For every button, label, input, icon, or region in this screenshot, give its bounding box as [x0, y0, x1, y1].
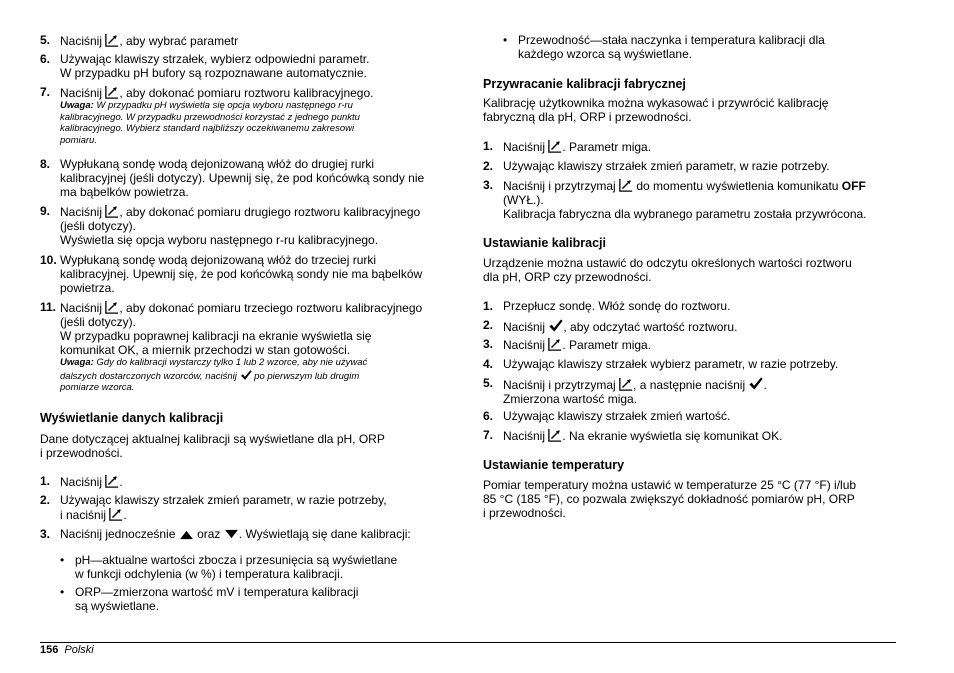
step-number: 1.: [483, 139, 494, 153]
step-9: [40, 204, 455, 247]
note-text: Gdy do kalibracji wystarczy tylko 1 lub 2 wzorce, aby nie używać: [93, 357, 368, 368]
cal-step-7: [483, 428, 903, 443]
paragraph-text: i przewodności.: [40, 446, 123, 460]
note-label: Uwaga:: [60, 357, 94, 368]
step-number: 8.: [40, 157, 51, 171]
step-text: Używając klawiszy strzałek zmień parametr, w razie potrzeby,: [60, 493, 387, 507]
step-text: , aby dokonać pomiaru roztworu kalibracyjnego.: [119, 86, 374, 100]
step-text: . Parametr miga.: [562, 140, 652, 154]
step-number: 5.: [40, 33, 51, 47]
step-5: [40, 33, 455, 48]
step-number: 2.: [483, 318, 494, 332]
paragraph-text: i przewodności.: [483, 506, 566, 520]
note-label: Uwaga:: [60, 100, 94, 111]
off-label: OFF: [841, 179, 866, 193]
step-text: .: [123, 508, 127, 522]
step-number: 2.: [483, 159, 494, 173]
note: [60, 357, 455, 369]
bullet-text: w funkcji odchylenia (w %) i temperatura kalibracji.: [75, 567, 344, 581]
step-text: Naciśnij: [60, 301, 103, 315]
cal-step-4: [483, 357, 903, 371]
language-label: Polski: [64, 644, 94, 656]
step-number: 1.: [40, 474, 51, 488]
calibration-key-icon: [105, 474, 119, 488]
step-8: [40, 157, 455, 199]
paragraph-text: Pomiar temperatury można ustawić w temperaturze 25 °C (77 °F) i/lub: [483, 478, 857, 492]
display-step-1: [40, 474, 455, 489]
step-text: Naciśnij i przytrzymaj: [503, 378, 616, 392]
step-number: 11.: [40, 300, 57, 314]
step-text: Naciśnij: [503, 320, 546, 334]
note-text: W przypadku pH wyświetla się opcja wyboru następnego r-ru: [93, 100, 353, 111]
calibration-key-icon: [548, 428, 562, 442]
step-text: . Wyświetlają się dane kalibracji:: [238, 527, 411, 541]
bullet-text: są wyświetlane.: [75, 599, 160, 613]
step-text: powietrza.: [60, 281, 115, 295]
paragraph-text: fabryczną dla pH, ORP i przewodności.: [483, 110, 692, 124]
step-text: Naciśnij: [503, 429, 546, 443]
cal-step-6: [483, 409, 903, 423]
step-text: Używając klawiszy strzałek, wybierz odpowiedni parametr.: [60, 52, 370, 66]
note: [60, 100, 455, 112]
factory-step-3: [483, 178, 903, 221]
section-heading-temperature: Ustawianie temperatury: [483, 458, 625, 472]
page-footer: [40, 643, 94, 657]
bullet-conductivity: [503, 33, 903, 61]
paragraph-text: Urządzenie można ustawić do odczytu określonych wartości roztworu: [483, 256, 852, 270]
step-text: , aby wybrać parametr: [119, 34, 239, 48]
bullet-text: ORP—zmierzona wartość mV i temperatura kalibracji: [75, 585, 359, 599]
step-text: kalibracyjnej (jeśli dotyczy). Upewnij się, że pod końcówką sondy nie: [60, 171, 425, 185]
step-number: 3.: [483, 337, 494, 351]
section-heading-calibration: Ustawianie kalibracji: [483, 236, 606, 250]
bullet-ph: [60, 553, 455, 581]
bullet-text: Przewodność—stała naczynka i temperatura kalibracji dla: [518, 33, 825, 47]
paragraph: [483, 478, 903, 520]
step-text: Naciśnij: [60, 205, 103, 219]
paragraph-text: Kalibrację użytkownika można wykasować i przywrócić kalibrację: [483, 96, 829, 110]
factory-step-2: [483, 159, 903, 173]
step-text: do momentu wyświetlenia komunikatu: [633, 179, 842, 193]
up-arrow-key-icon: [179, 529, 194, 540]
step-number: 1.: [483, 299, 494, 313]
note-text: kalibracyjnego. W przypadku przewodności korzystać z jednego punktu: [60, 111, 360, 123]
step-number: 6.: [483, 409, 494, 423]
step-text: Przepłucz sondę. Włóż sondę do roztworu.: [503, 299, 731, 313]
step-10: [40, 253, 455, 295]
step-number: 3.: [483, 178, 494, 192]
paragraph: [483, 96, 903, 124]
note-text: pomiaru.: [60, 134, 97, 146]
step-6: [40, 52, 455, 80]
step-number: 7.: [40, 85, 51, 99]
calibration-key-icon: [548, 139, 562, 153]
page-number: 156: [40, 644, 59, 656]
check-key-icon: [748, 376, 763, 391]
note-text: kalibracyjnego. Wybierz standard najbliższy oczekiwanemu zakresowi: [60, 123, 355, 134]
paragraph: [483, 256, 903, 284]
step-text: .: [119, 475, 123, 489]
step-number: 3.: [40, 527, 51, 541]
check-key-icon: [240, 369, 252, 381]
step-text: oraz: [193, 527, 221, 541]
paragraph-text: 85 °C (185 °F), co pozwala zwiększyć dokładność pomiarów pH, ORP: [483, 492, 855, 506]
step-text: kalibracyjnej. Upewnij się, że pod końcówką sondy nie ma bąbelków: [60, 267, 423, 281]
bullet-text: każdego wzorca są wyświetlane.: [518, 47, 693, 61]
step-text: Naciśnij: [503, 140, 546, 154]
step-text: .: [763, 378, 767, 392]
calibration-key-icon: [105, 204, 119, 218]
step-text: Używając klawiszy strzałek zmień parametr, w razie potrzeby.: [503, 159, 830, 173]
paragraph-text: dla pH, ORP czy przewodności.: [483, 270, 652, 284]
step-text: Naciśnij i przytrzymaj: [503, 179, 616, 193]
step-7: [40, 85, 455, 146]
section-heading-factory: Przywracanie kalibracji fabrycznej: [483, 77, 686, 91]
step-text: Wypłukaną sondę wodą dejonizowaną włóż do trzeciej rurki: [60, 253, 377, 267]
step-text: Zmierzona wartość miga.: [503, 392, 638, 406]
step-text: Naciśnij jednocześnie: [60, 527, 176, 541]
step-text: Kalibracja fabryczna dla wybranego parametru została przywrócona.: [503, 207, 867, 221]
paragraph-text: Dane dotyczącej aktualnej kalibracji są wyświetlane dla pH, ORP: [40, 432, 385, 446]
step-text: Używając klawiszy strzałek zmień wartość.: [503, 409, 731, 423]
bullet-text: pH—aktualne wartości zbocza i przesunięcia są wyświetlane: [75, 553, 398, 567]
step-text: (jeśli dotyczy).: [60, 219, 137, 233]
step-11: [40, 300, 455, 394]
step-text: . Parametr miga.: [562, 338, 652, 352]
step-text: Wyświetla się opcja wyboru następnego r-ru kalibracyjnego.: [60, 233, 379, 247]
step-text: Wypłukaną sondę wodą dejonizowaną włóż do drugiej rurki: [60, 157, 375, 171]
cal-step-1: [483, 299, 903, 313]
step-number: 7.: [483, 428, 494, 442]
bullet-dot: •: [60, 585, 65, 599]
calibration-key-icon: [105, 300, 119, 314]
cal-step-5: [483, 376, 903, 406]
step-text: W przypadku poprawnej kalibracji na ekranie wyświetla się: [60, 329, 372, 343]
step-text: . Na ekranie wyświetla się komunikat OK.: [562, 429, 783, 443]
section-heading-display: Wyświetlanie danych kalibracji: [40, 411, 224, 425]
note-text: po pierwszym lub drugim: [251, 370, 360, 382]
note-text: dalszych dostarczonych wzorców, naciśnij: [60, 370, 237, 382]
cal-step-2: [483, 318, 903, 334]
step-text: , aby odczytać wartość roztworu.: [563, 320, 738, 334]
step-text: , aby dokonać pomiaru drugiego roztworu kalibracyjnego: [119, 205, 421, 219]
step-number: 6.: [40, 52, 51, 66]
step-number: 4.: [483, 357, 494, 371]
note-text: pomiarze wzorca.: [60, 382, 135, 393]
bullet-dot: •: [60, 553, 65, 567]
step-text: Naciśnij: [503, 338, 546, 352]
calibration-key-icon: [619, 178, 633, 192]
step-number: 10.: [40, 253, 57, 267]
bullet-dot: •: [503, 33, 508, 47]
factory-step-1: [483, 139, 903, 154]
step-text: Używając klawiszy strzałek wybierz parametr, w razie potrzeby.: [503, 357, 839, 371]
step-text: i naciśnij: [60, 508, 107, 522]
footer-divider: [40, 642, 896, 643]
step-text: Naciśnij: [60, 475, 103, 489]
calibration-key-icon: [105, 33, 119, 47]
step-number: 9.: [40, 204, 51, 218]
display-step-3: [40, 527, 455, 541]
step-text: Naciśnij: [60, 86, 103, 100]
step-text: , aby dokonać pomiaru trzeciego roztworu kalibracyjnego: [119, 301, 423, 315]
step-text: (jeśli dotyczy).: [60, 315, 137, 329]
cal-step-3: [483, 337, 903, 352]
step-number: 2.: [40, 493, 51, 507]
step-text: W przypadku pH bufory są rozpoznawane automatycznie.: [60, 66, 367, 80]
calibration-key-icon: [548, 337, 562, 351]
step-text: (WYŁ.).: [503, 193, 544, 207]
step-number: 5.: [483, 376, 494, 390]
step-text: ma bąbelków powietrza.: [60, 185, 189, 199]
calibration-key-icon: [109, 507, 123, 521]
step-text: , a następnie naciśnij: [633, 378, 746, 392]
step-text: komunikat OK, a miernik przechodzi w stan gotowości.: [60, 343, 351, 357]
calibration-key-icon: [619, 377, 633, 391]
bullet-orp: [60, 585, 455, 613]
calibration-key-icon: [105, 85, 119, 99]
down-arrow-key-icon: [224, 529, 239, 540]
step-text: Naciśnij: [60, 34, 103, 48]
check-key-icon: [548, 318, 563, 333]
display-step-2: [40, 493, 455, 522]
paragraph: [40, 432, 455, 460]
